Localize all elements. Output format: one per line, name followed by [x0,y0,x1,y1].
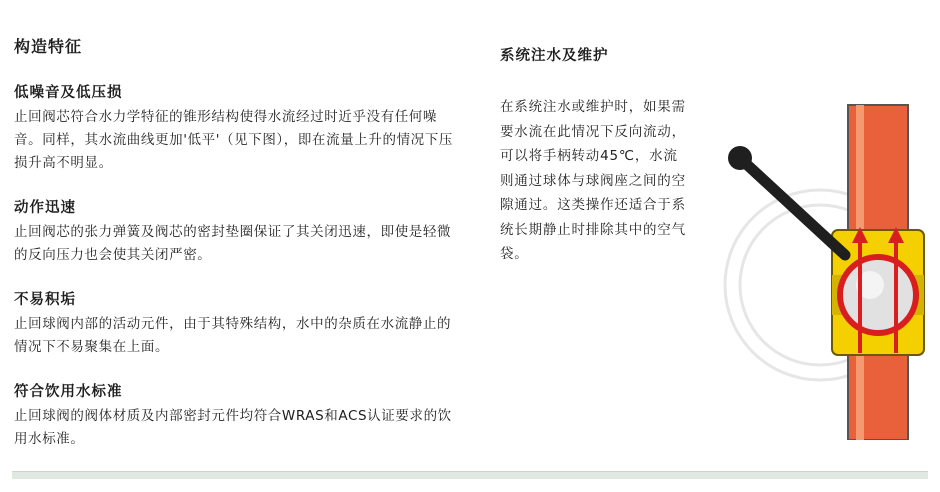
maintenance-title: 系统注水及维护 [500,48,609,64]
feature-body: 止回阀芯的张力弹簧及阀芯的密封垫圈保证了其关闭迅速，即使是轻微的反向压力也会使其关闭严密。 [14,224,452,263]
section-title: 构造特征 [14,37,83,56]
feature-body: 止回球阀内部的活动元件，由于其特殊结构，水中的杂质在水流静止的情况下不易聚集在上面。 [14,316,452,355]
feature-title: 低噪音及低压损 [14,85,123,101]
feature-title: 不易积垢 [14,292,76,308]
footer-bar [12,471,928,479]
feature-body: 止回阀芯符合水力学特征的锥形结构使得水流经过时近乎没有任何噪音。同样，其水流曲线更加'低平'（见下图），即在流量上升的情况下压损升高不明显。 [14,109,453,171]
feature-body: 止回球阀的阀体材质及内部密封元件均符合WRAS和ACS认证要求的饮用水标准。 [14,408,452,447]
feature-fast-action [14,196,464,267]
feature-drinking-water [14,380,464,451]
feature-title: 符合饮用水标准 [14,384,123,400]
valve-handle [742,160,845,255]
features-section [14,34,464,472]
feature-title: 动作迅速 [14,200,76,216]
maintenance-section [500,44,690,267]
valve-diagram-icon [700,95,940,440]
maintenance-body: 在系统注水或维护时，如果需要水流在此情况下反向流动，可以将手柄转动45℃，水流则通过球体与球阀座之间的空隙通过。这类操作还适合于系统长期静止时排除其中的空气袋。 [500,99,686,262]
feature-anti-scale [14,288,464,359]
feature-low-noise [14,81,464,175]
